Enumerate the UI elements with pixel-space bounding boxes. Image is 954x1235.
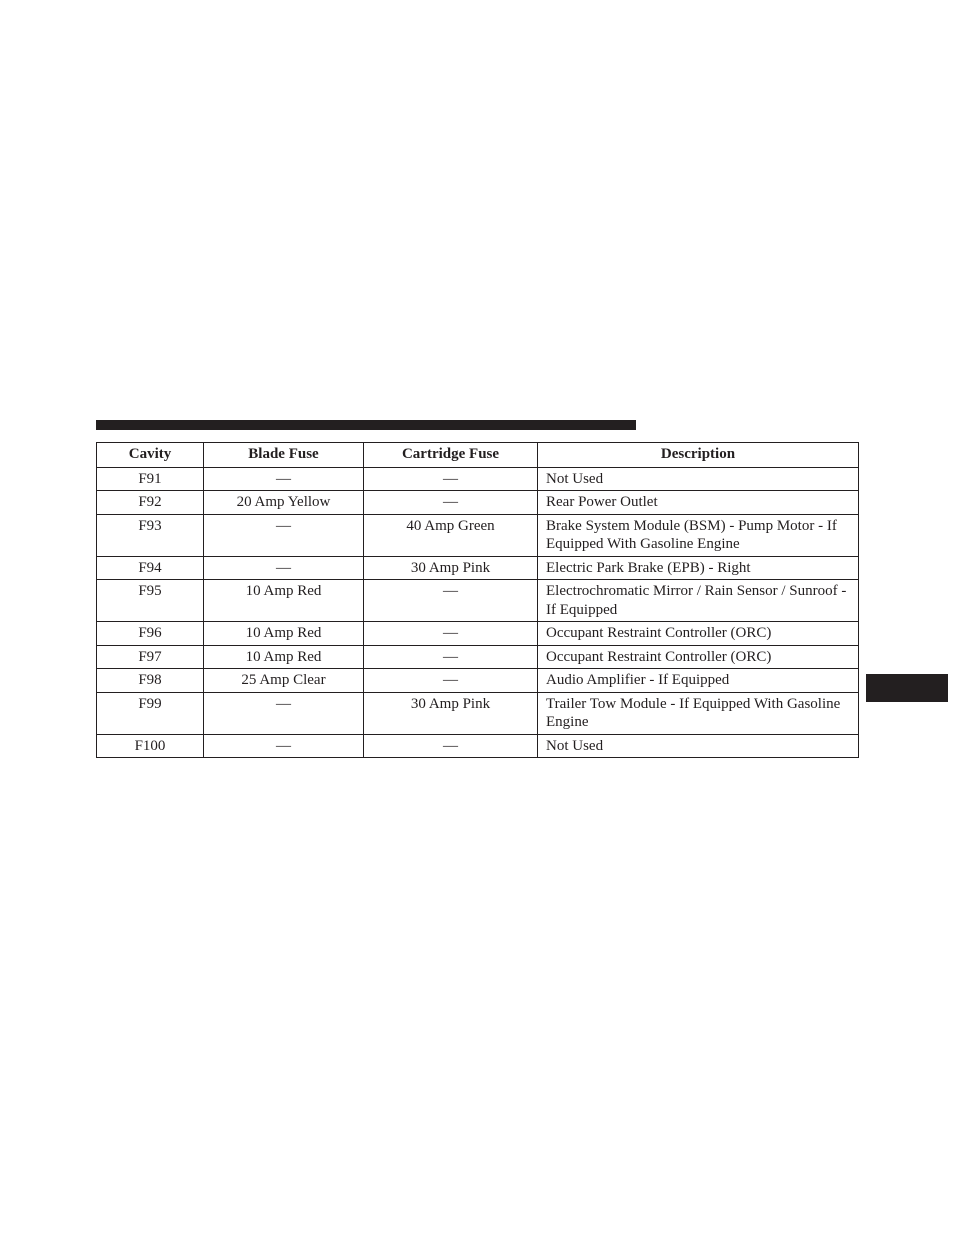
blade-fuse-cell: 10 Amp Red xyxy=(204,645,364,669)
table-row xyxy=(97,692,859,734)
header-row xyxy=(97,443,859,468)
blade-fuse-cell: 10 Amp Red xyxy=(204,622,364,646)
cartridge-fuse-cell: — xyxy=(364,669,538,693)
table-row xyxy=(97,580,859,622)
blade-fuse-cell: 10 Amp Red xyxy=(204,580,364,622)
column-header-cavity: Cavity xyxy=(97,443,204,468)
cartridge-fuse-cell: — xyxy=(364,645,538,669)
cartridge-fuse-cell: — xyxy=(364,491,538,515)
fuse-table xyxy=(96,442,859,758)
table-row xyxy=(97,645,859,669)
blade-fuse-cell: 20 Amp Yellow xyxy=(204,491,364,515)
cartridge-fuse-cell: 30 Amp Pink xyxy=(364,556,538,580)
table-row xyxy=(97,467,859,491)
column-header-blade-fuse: Blade Fuse xyxy=(204,443,364,468)
description-cell: Occupant Restraint Controller (ORC) xyxy=(538,645,859,669)
cartridge-fuse-cell: 40 Amp Green xyxy=(364,514,538,556)
description-cell: Not Used xyxy=(538,467,859,491)
table-row xyxy=(97,622,859,646)
blade-fuse-cell: — xyxy=(204,734,364,758)
blade-fuse-cell: — xyxy=(204,556,364,580)
table-row xyxy=(97,514,859,556)
cavity-cell: F92 xyxy=(97,491,204,515)
description-cell: Electric Park Brake (EPB) - Right xyxy=(538,556,859,580)
description-cell: Brake System Module (BSM) - Pump Motor - If Equipped With Gasoline Engine xyxy=(538,514,859,556)
cartridge-fuse-cell: — xyxy=(364,580,538,622)
column-header-description: Description xyxy=(538,443,859,468)
table-row xyxy=(97,669,859,693)
cavity-cell: F94 xyxy=(97,556,204,580)
chapter-tab xyxy=(866,674,948,702)
blade-fuse-cell: 25 Amp Clear xyxy=(204,669,364,693)
cavity-cell: F100 xyxy=(97,734,204,758)
description-cell: Trailer Tow Module - If Equipped With Gasoline Engine xyxy=(538,692,859,734)
blade-fuse-cell: — xyxy=(204,514,364,556)
cavity-cell: F99 xyxy=(97,692,204,734)
table-body xyxy=(97,467,859,758)
cavity-cell: F95 xyxy=(97,580,204,622)
section-header-rule xyxy=(96,420,636,430)
cavity-cell: F91 xyxy=(97,467,204,491)
description-cell: Electrochromatic Mirror / Rain Sensor / Sunroof - If Equipped xyxy=(538,580,859,622)
table-row xyxy=(97,491,859,515)
cartridge-fuse-cell: — xyxy=(364,467,538,491)
table-header xyxy=(97,443,859,468)
cavity-cell: F97 xyxy=(97,645,204,669)
cavity-cell: F96 xyxy=(97,622,204,646)
cavity-cell: F98 xyxy=(97,669,204,693)
description-cell: Occupant Restraint Controller (ORC) xyxy=(538,622,859,646)
table-row xyxy=(97,556,859,580)
column-header-cartridge-fuse: Cartridge Fuse xyxy=(364,443,538,468)
description-cell: Audio Amplifier - If Equipped xyxy=(538,669,859,693)
description-cell: Rear Power Outlet xyxy=(538,491,859,515)
cartridge-fuse-cell: — xyxy=(364,734,538,758)
blade-fuse-cell: — xyxy=(204,467,364,491)
cavity-cell: F93 xyxy=(97,514,204,556)
blade-fuse-cell: — xyxy=(204,692,364,734)
description-cell: Not Used xyxy=(538,734,859,758)
cartridge-fuse-cell: — xyxy=(364,622,538,646)
table-row xyxy=(97,734,859,758)
cartridge-fuse-cell: 30 Amp Pink xyxy=(364,692,538,734)
